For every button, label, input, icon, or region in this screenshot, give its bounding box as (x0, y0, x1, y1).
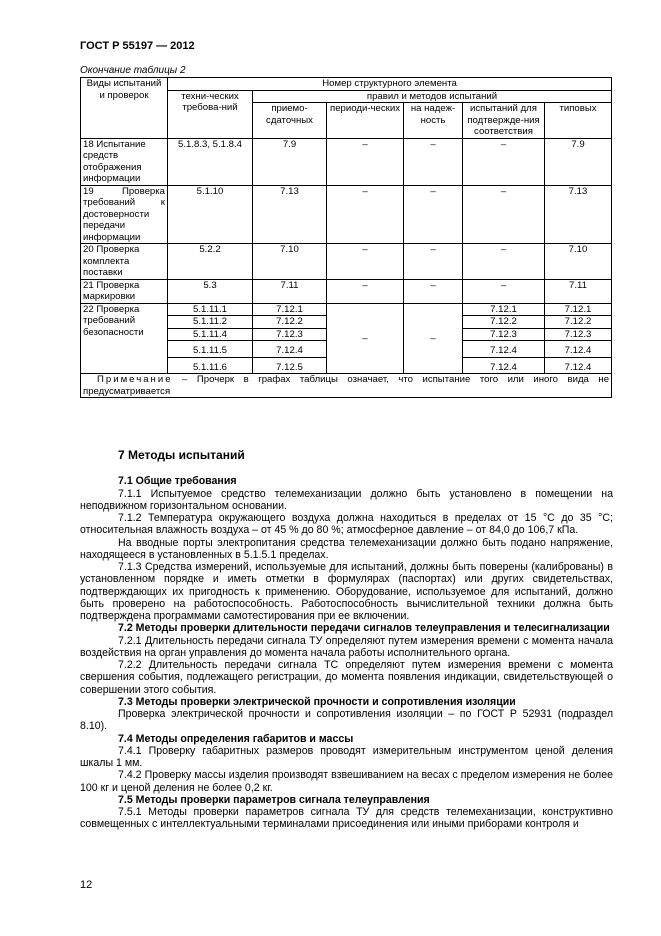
col-type-header: типовых (545, 103, 612, 139)
cell-value: 7.12.4 (463, 341, 545, 358)
table-row (81, 303, 612, 316)
cell-value: 7.12.2 (463, 316, 545, 329)
subsection-7-5: 7.5 Методы проверки параметров сигнала телеуправления (118, 793, 430, 806)
table-header-row (81, 78, 612, 91)
cell-value: 7.9 (253, 138, 327, 185)
paragraph-7-4-1: 7.4.1 Проверку габаритных размеров проводят измерительным инструментом ценой деления шкалы 1 мм. (80, 744, 613, 769)
col-subgroup-header: правил и методов испытаний (253, 90, 612, 103)
row-tech: 5.1.8.3, 5.1.8.4 (168, 138, 253, 185)
row-tech: 5.3 (168, 279, 253, 303)
cell-value: – (404, 244, 463, 280)
note-label: Примечание (97, 374, 173, 385)
table-row (81, 185, 612, 244)
cell-value: 7.12.1 (545, 303, 612, 316)
col-reliability-header: на надеж-ность (404, 103, 463, 139)
paragraph-7-5-1: 7.5.1 Методы проверки параметров сигнала ТУ для средств телемеханизации, конструктивно совмещенных с интеллектуальными терминалами присоединения или иными приборами контроля и (80, 806, 613, 831)
cell-value: – (327, 303, 404, 374)
cell-value: 7.12.4 (545, 341, 612, 358)
cell-value: 7.12.2 (545, 316, 612, 329)
cell-value: – (327, 244, 404, 280)
row-tech: 5.1.11.1 (168, 303, 253, 316)
cell-value: – (463, 138, 545, 185)
cell-value: 7.12.4 (253, 341, 327, 358)
table-note (81, 374, 612, 398)
subsection-7-3: 7.3 Методы проверки электрической прочности и сопротивления изоляции (118, 695, 516, 708)
row-name: 20 Проверка комплекта поставки (81, 244, 168, 280)
row-name: 21 Проверка маркировки (81, 279, 168, 303)
row-tech: 5.1.11.6 (168, 357, 253, 374)
row-name: 22 Проверка требований безопасности (81, 303, 168, 374)
cell-value: 7.12.4 (463, 357, 545, 374)
cell-value: 7.12.3 (463, 328, 545, 341)
row-tech: 5.2.2 (168, 244, 253, 280)
paragraph-7-1-1: 7.1.1 Испытуемое средство телемеханизации должно быть установлено в помещении на неподвижном горизонтальном основании. (80, 487, 613, 512)
col-acceptance-header: приемо-сдаточных (253, 103, 327, 139)
cell-value: 7.10 (545, 244, 612, 280)
row-tech: 5.1.10 (168, 185, 253, 244)
cell-value: – (404, 279, 463, 303)
cell-value: 7.9 (545, 138, 612, 185)
col-tech-header: техни-ческих требова-ний (168, 90, 253, 138)
cell-value: – (404, 138, 463, 185)
cell-value: 7.11 (545, 279, 612, 303)
cell-value: – (463, 279, 545, 303)
section-7 (80, 449, 613, 831)
cell-value: – (327, 138, 404, 185)
col-test-type-header: Виды испытаний и проверок (81, 78, 168, 139)
table-row (81, 244, 612, 280)
cell-value: 7.13 (545, 185, 612, 244)
table-note-row (81, 374, 612, 398)
page-number: 12 (80, 879, 93, 891)
cell-value: 7.10 (253, 244, 327, 280)
paragraph-7-2-1: 7.2.1 Длительность передачи сигнала ТУ определяют путем измерения времени с момента начала воздействия на орган управления до момента начала работы исполнительного органа. (80, 634, 613, 659)
table-row (81, 279, 612, 303)
cell-value: 7.12.3 (253, 328, 327, 341)
col-conformity-header: испытаний для подтвержде-ния соответствия (463, 103, 545, 139)
cell-value: 7.12.3 (545, 328, 612, 341)
cell-value: 7.12.2 (253, 316, 327, 329)
test-table (80, 77, 612, 398)
row-name-text: 19 Проверка требований к достоверности передачи информации (83, 185, 165, 243)
col-group-header: Номер структурного элемента (168, 78, 612, 91)
section-title: 7 Методы испытаний (118, 448, 245, 462)
note-text: – Прочерк в графах таблицы означает, что испытание того или иного вида не предусматривается (83, 374, 610, 397)
cell-value: – (327, 279, 404, 303)
row-tech: 5.1.11.2 (168, 316, 253, 329)
paragraph-7-2-2: 7.2.2 Длительность передачи сигнала ТС определяют путем измерения времени с момента свершения события, подлежащего регистрации, до момента появления индикации, свидетельствующей о совершении этого события. (80, 659, 613, 696)
cell-value: – (463, 244, 545, 280)
subsection-7-1: 7.1 Общие требования (118, 475, 237, 488)
subsection-7-2: 7.2 Методы проверки длительности передачи сигналов телеуправления и телесигнализации (118, 622, 610, 635)
table-row (81, 138, 612, 185)
paragraph-7-3: Проверка электрической прочности и сопротивления изоляции – по ГОСТ Р 52931 (подраздел 8.10). (80, 708, 613, 733)
cell-value: – (404, 303, 463, 374)
cell-value: 7.11 (253, 279, 327, 303)
paragraph-7-1-2: 7.1.2 Температура окружающего воздуха должна находиться в пределах от 15 °С до 35 °С; относительная влажность воздуха – от 45 % до 80 %; атмосферное давление – от 84,0 до 106,7 кПа. (80, 512, 613, 537)
cell-value: 7.12.5 (253, 357, 327, 374)
col-periodic-header: периоди-ческих (327, 103, 404, 139)
cell-value: 7.12.4 (545, 357, 612, 374)
paragraph-7-1-2-b: На вводные порты электропитания средства телемеханизации должно быть подано напряжение, находящееся в установленных в 5.1.5.1 пределах. (80, 536, 613, 561)
row-tech: 5.1.11.4 (168, 328, 253, 341)
cell-value: 7.13 (253, 185, 327, 244)
paragraph-7-4-2: 7.4.2 Проверку массы изделия производят взвешиванием на весах с пределом измерения не более 100 кг и ценой деления не более 0,2 кг. (80, 769, 613, 794)
subsection-7-4: 7.4 Методы определения габаритов и массы (118, 732, 354, 745)
cell-value: – (463, 185, 545, 244)
cell-value: 7.12.1 (463, 303, 545, 316)
standard-header: ГОСТ Р 55197 — 2012 (80, 40, 195, 52)
row-name: 18 Испытание средств отображения информации (81, 138, 168, 185)
cell-value: – (327, 185, 404, 244)
cell-value: 7.12.1 (253, 303, 327, 316)
paragraph-7-1-3: 7.1.3 Средства измерений, используемые для испытаний, должны быть поверены (калиброваны) в установленном порядке и иметь отметки в формулярах (паспортах) или других свидетельствах, подтверждающих их пригодность к применению. Оборудование, используемое для испытаний, должно быть проверено на работоспособность. Работоспособность вычислительной техники должна быть подтверждена программами самотестирования при ее включении. (80, 561, 613, 622)
table-caption: Окончание таблицы 2 (80, 65, 186, 76)
row-name (81, 185, 168, 244)
cell-value: – (404, 185, 463, 244)
row-tech: 5.1.11.5 (168, 341, 253, 358)
